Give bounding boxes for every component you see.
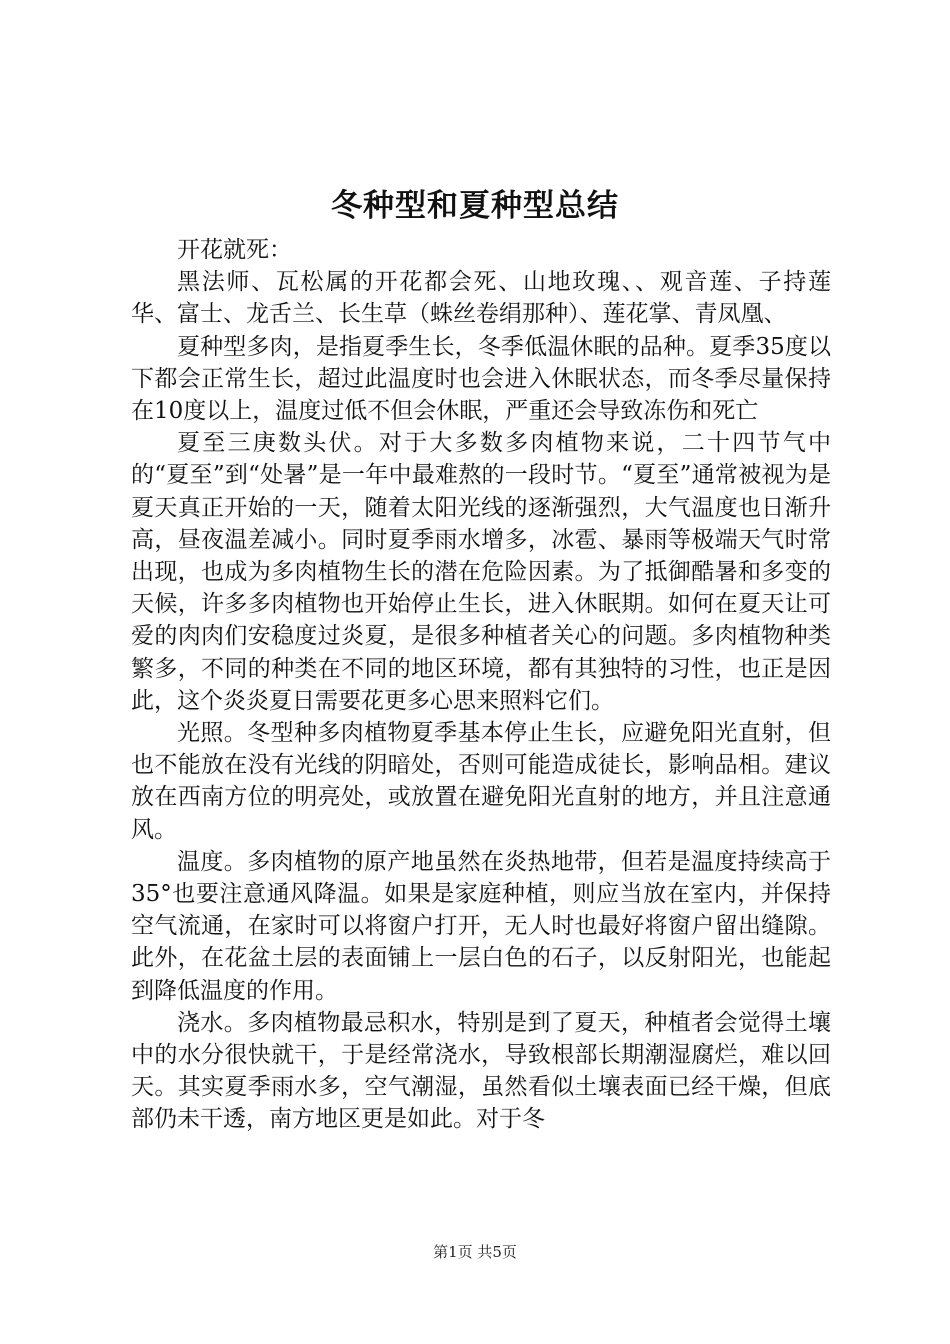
- paragraph-summer-type: 夏种型多肉，是指夏季生长，冬季低温休眠的品种。夏季35度以下都会正常生长，超过此温度时也会进入休眠状态，而冬季尽量保持在10度以上，温度过低不但会休眠，严重还会导致冻伤和死亡: [131, 333, 831, 425]
- paragraph-temperature: 温度。多肉植物的原产地虽然在炎热地带，但若是温度持续高于35°也要注意通风降温。如果是家庭种植，则应当放在室内，并保持空气流通，在家时可以将窗户打开，无人时也最好将窗户留出缝隙。此外，在花盆土层的表面铺上一层白色的石子，以反射阳光，也能起到降低温度的作用。: [131, 848, 831, 1004]
- paragraph-summer-solstice: 夏至三庚数头伏。对于大多数多肉植物来说，二十四节气中的“夏至”到“处暑”是一年中最难熬的一段时节。“夏至”通常被视为是夏天真正开始的一天，随着太阳光线的逐渐强烈，大气温度也日渐升高，昼夜温差减小。同时夏季雨水增多，冰雹、暴雨等极端天气时常出现，也成为多肉植物生长的潜在危险因素。为了抵御酷暑和多变的天候，许多多肉植物也开始停止生长，进入休眠期。如何在夏天让可爱的肉肉们安稳度过炎夏，是很多种植者关心的问题。多肉植物种类繁多，不同的种类在不同的地区环境，都有其独特的习性，也正是因此，这个炎炎夏日需要花更多心思来照料它们。: [131, 430, 831, 714]
- paragraph-lighting: 光照。冬型种多肉植物夏季基本停止生长，应避免阳光直射，但也不能放在没有光线的阴暗处，否则可能造成徒长，影响品相。建议放在西南方位的明亮处，或放置在避免阳光直射的地方，并且注意通风。: [131, 720, 831, 843]
- paragraph-watering: 浇水。多肉植物最忌积水，特别是到了夏天，种植者会觉得土壤中的水分很快就干，于是经常浇水，导致根部长期潮湿腐烂，难以回天。其实夏季雨水多，空气潮湿，虽然看似土壤表面已经干燥，但底部仍未干透，南方地区更是如此。对于冬: [131, 1009, 831, 1133]
- document-body: [131, 234, 831, 1136]
- document-title: 冬种型和夏种型总结: [331, 188, 619, 224]
- paragraph-flowering-death: 开花就死：: [177, 237, 292, 263]
- page-number-footer: 第1页 共5页: [433, 1243, 517, 1261]
- paragraph-flowering-species: 黑法师、瓦松属的开花都会死、山地玫瑰、、观音莲、子持莲华、富士、龙舌兰、长生草（蛛丝卷绢那种）、莲花掌、青凤凰、: [131, 269, 831, 328]
